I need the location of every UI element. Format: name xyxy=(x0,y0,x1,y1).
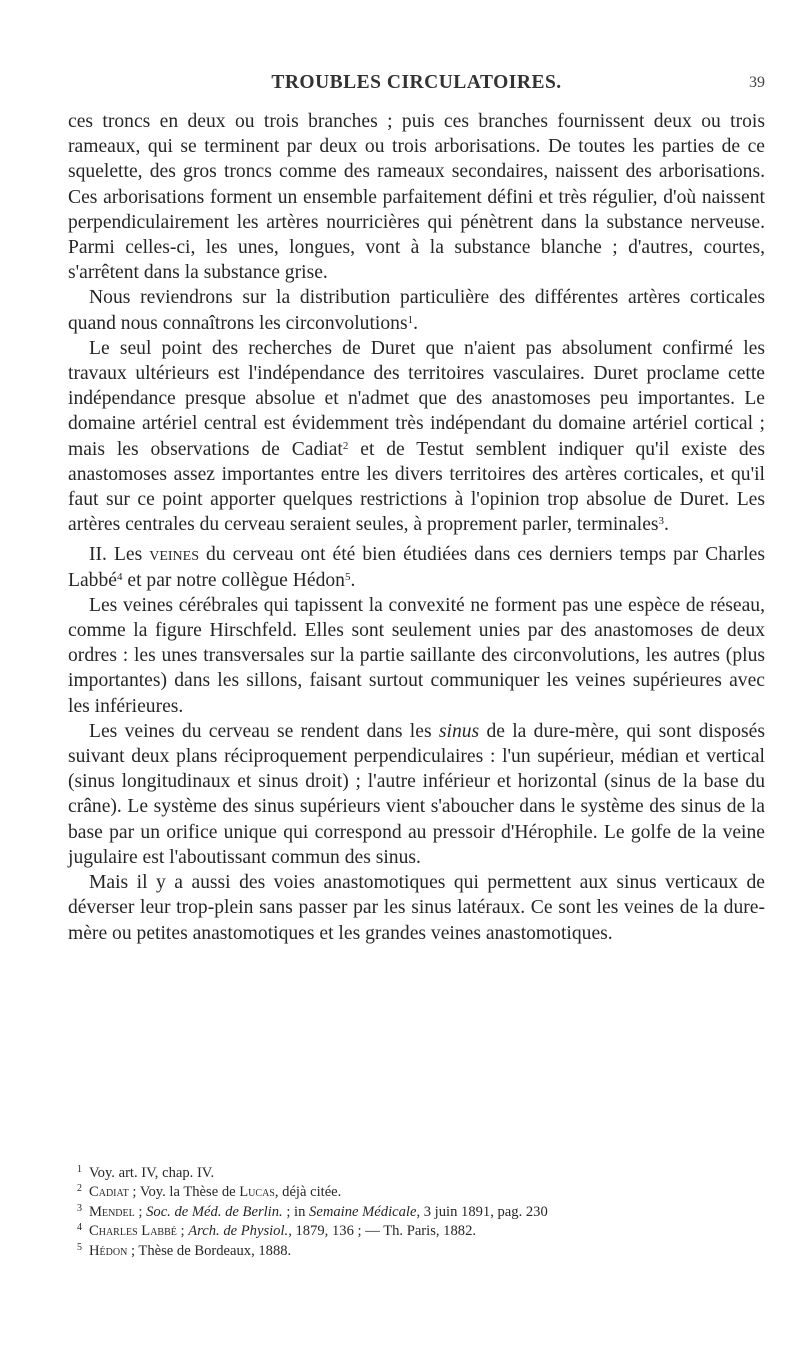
paragraph-5-italic: sinus xyxy=(438,720,480,742)
footnote-author: Mendel xyxy=(89,1203,135,1220)
footnote-text: ; xyxy=(134,1203,147,1220)
footnote-4 xyxy=(68,1222,765,1241)
page-header xyxy=(68,72,765,102)
footnote-2 xyxy=(68,1183,765,1202)
footnote-author: Cadiat xyxy=(89,1184,129,1201)
paragraph-3-text-a: du cerveau ont été bien étudiées dans ces derniers temps par Charles Labbé xyxy=(68,544,765,591)
paragraph-1b-text: Nous reviendrons sur la distribution particulière des différentes artères corticales quand nous connaîtrons les circonvolutions xyxy=(68,287,765,334)
paragraph-3-end: . xyxy=(350,569,356,591)
footnote-text-3: , 3 juin 1891, pag. 230 xyxy=(416,1203,548,1220)
footnote-italic-2: Semaine Médicale xyxy=(309,1203,417,1220)
footnote-italic-1: Arch. de Physiol. xyxy=(188,1223,289,1240)
footnote-author: Hédon xyxy=(89,1242,128,1259)
footnote-text-2: , déjà citée. xyxy=(274,1184,342,1201)
footnote-mark: 3 xyxy=(77,1202,82,1214)
paragraph-1 xyxy=(68,109,765,285)
paragraph-3-smallcaps: veines xyxy=(149,544,200,566)
paragraph-4: Les veines cérébrales qui tapissent la convexité ne forment pas une espèce de réseau, comme la figure Hirschfeld. Elles sont seulement unies par des anastomoses de deux ordres : les unes transversales sur la partie saillante des circonvolutions, les autres (plus importantes) dans les sillons, faisant surtout communiquer les veines supérieures avec les inférieures. xyxy=(68,594,765,717)
footnote-ref-3: 3 xyxy=(658,515,665,528)
footnote-ref-2: 2 xyxy=(342,439,349,452)
paragraph-2-end: . xyxy=(664,514,669,536)
paragraph-5-text-b: de la dure-mère, qui sont disposés suivant deux plans réciproquement perpendiculaires : l'un supérieur, médian et vertical (sinus longitudinaux et sinus droit) ; l'autre inférieur et horizontal (sinus de la base du crâne). Le système des sinus supérieurs vient s'aboucher dans le système des sinus de la base par un orifice unique qui correspond au pressoir d'Hérophile. Le golfe de la veine jugulaire est l'aboutissant commun des sinus. xyxy=(68,720,766,868)
footnote-text-2: ; in xyxy=(282,1203,310,1220)
footnote-ref-5: 5 xyxy=(344,570,351,583)
footnote-mark: 1 xyxy=(77,1164,82,1175)
paragraph-2 xyxy=(68,336,765,538)
paragraph-5-text-a: Les veines du cerveau se rendent dans les xyxy=(89,720,439,742)
paragraph-1b xyxy=(68,285,765,335)
paragraph-6: Mais il y a aussi des voies anastomotiques qui permettent aux sinus verticaux de déverser leur trop-plein sans passer par les sinus latéraux. Ce sont les veines de la dure-mère ou petites anastomotiques et les grandes veines anastomotiques. xyxy=(68,872,765,944)
footnote-text-2: , 1879, 136 ; — Th. Paris, 1882. xyxy=(288,1223,477,1240)
page-body xyxy=(68,109,765,946)
footnote-text: ; Voy. la Thèse de xyxy=(128,1184,240,1201)
footnote-mark: 4 xyxy=(77,1222,82,1234)
paragraph-1b-end: . xyxy=(413,312,418,334)
footnote-5 xyxy=(68,1242,765,1261)
paragraph-1-text: ces troncs en deux ou trois branches ; puis ces branches fournissent deux ou trois rameaux, qui se terminent par deux ou trois arborisations. De toutes les parties de ce squelette, des gros troncs comme des rameaux secondaires, naissent des arborisations. Ces arborisations forment un ensemble parfaitement défini et très régulier, d'où naissent perpendiculairement les artères nourricières qui pénètrent dans la substance nerveuse. Parmi celles-ci, les unes, longues, vont à la substance blanche ; d'autres, courtes, s'arrêtent dans la substance grise. xyxy=(68,111,765,284)
footnote-text: ; xyxy=(176,1223,189,1240)
running-title: TROUBLES CIRCULATOIRES. xyxy=(271,72,562,93)
footnote-mark: 2 xyxy=(77,1183,82,1195)
footnote-mark: 5 xyxy=(77,1241,82,1253)
footnote-text: ; Thèse de Bordeaux, 1888. xyxy=(127,1242,292,1259)
footnote-text: Voy. art. IV, chap. IV. xyxy=(89,1165,215,1181)
footnote-3 xyxy=(68,1203,765,1222)
footnote-author: Charles Labbé xyxy=(89,1223,177,1240)
footnotes xyxy=(68,1164,765,1261)
footnote-1 xyxy=(68,1164,765,1183)
paragraph-5 xyxy=(68,719,765,870)
footnote-ref-4: 4 xyxy=(116,570,123,583)
footnote-author-2: Lucas xyxy=(239,1184,275,1201)
paragraph-2-text-b: et de Testut semblent indiquer qu'il existe des anastomoses assez importantes entre les divers territoires des artères corticales, et qu'il faut sur ce point apporter quelques restrictions à l'opinion trop absolue de Duret. Les artères centrales du cerveau seraient seules, à proprement parler, terminales xyxy=(68,438,766,536)
footnote-ref-1: 1 xyxy=(407,313,414,326)
paragraph-3-text-b: et par notre collègue Hédon xyxy=(122,569,345,591)
paragraph-3 xyxy=(68,542,765,592)
paragraph-2-text-a: Le seul point des recherches de Duret que n'aient pas absolument confirmé les travaux ultérieurs est l'indépendance des territoires vasculaires. Duret proclame cette indépendance presque absolue et n'admet que des anastomoses peu importantes. Le domaine artériel central est évidemment très indépendant du domaine artériel cortical ; mais les observations de Cadiat xyxy=(68,337,765,460)
paragraph-3-prefix: II. Les xyxy=(89,544,150,566)
page-number: 39 xyxy=(749,74,765,91)
footnote-italic-1: Soc. de Méd. de Berlin. xyxy=(146,1203,283,1220)
